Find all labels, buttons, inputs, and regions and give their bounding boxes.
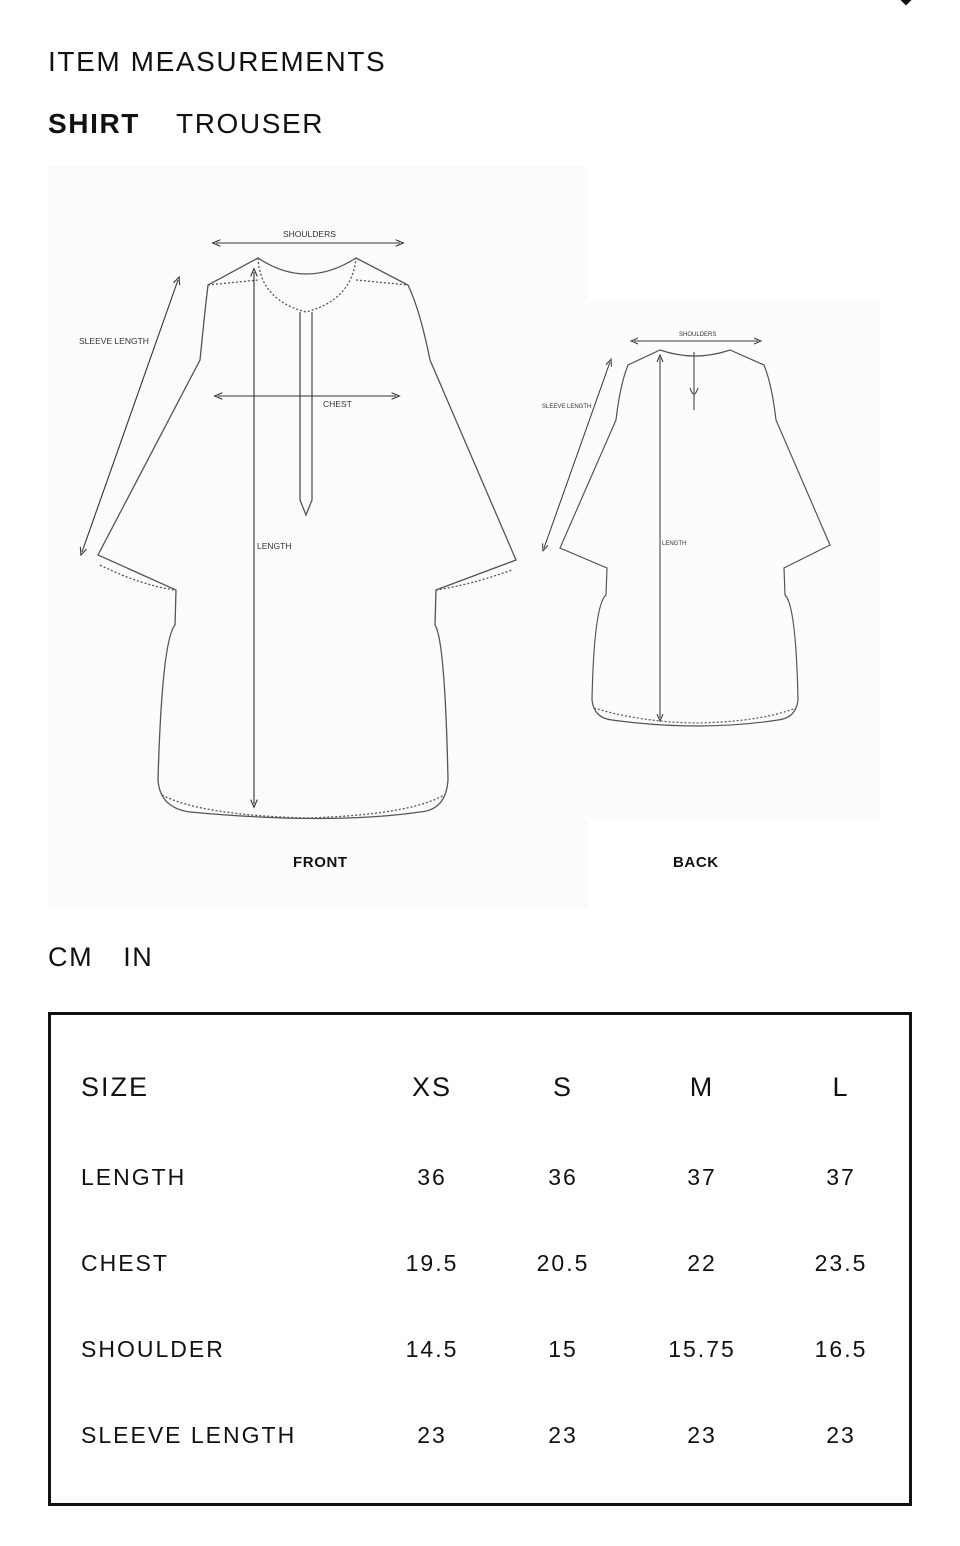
size-l: L	[832, 1072, 850, 1102]
table-cell: 23	[826, 1422, 856, 1448]
table-cell: 23	[687, 1422, 717, 1448]
front-measure-lines	[82, 243, 400, 804]
back-length-label: LENGTH	[662, 541, 687, 547]
front-length-label: LENGTH	[257, 541, 292, 551]
table-cell: 15	[548, 1336, 578, 1362]
size-xs: XS	[411, 1072, 453, 1102]
front-chest-label: CHEST	[323, 399, 352, 409]
front-garment-drawing	[98, 258, 516, 819]
back-garment-drawing	[560, 350, 830, 726]
table-cell: 23	[548, 1422, 578, 1448]
tab-trouser[interactable]: TROUSER	[176, 108, 325, 139]
back-shoulders-label: SHOULDERS	[679, 332, 717, 338]
table-row	[51, 1243, 909, 1283]
back-measure-lines	[544, 341, 758, 718]
table-row	[51, 1329, 909, 1369]
size-table	[48, 1012, 912, 1506]
tab-shirt[interactable]: SHIRT	[48, 108, 140, 139]
row-label: SHOULDER	[81, 1336, 225, 1362]
unit-cm[interactable]: CM	[48, 942, 94, 972]
table-cell: 37	[687, 1164, 717, 1190]
row-label: LENGTH	[81, 1164, 187, 1190]
page-title: ITEM MEASUREMENTS	[48, 46, 387, 77]
size-m: M	[689, 1072, 715, 1102]
table-cell: 23	[417, 1422, 447, 1448]
front-view-label: FRONT	[293, 854, 348, 871]
table-row	[51, 1415, 909, 1455]
row-label: SLEEVE LENGTH	[81, 1422, 297, 1448]
table-cell: 37	[826, 1164, 856, 1190]
table-cell: 14.5	[405, 1336, 459, 1362]
front-sleeve-length-label: SLEEVE LENGTH	[79, 336, 149, 346]
table-cell: 20.5	[536, 1250, 590, 1276]
table-cell: 19.5	[405, 1250, 459, 1276]
front-shoulders-label: SHOULDERS	[283, 229, 336, 239]
size-s: S	[552, 1072, 573, 1102]
table-cell: 22	[687, 1250, 717, 1276]
table-cell: 23.5	[814, 1250, 868, 1276]
table-cell: 36	[417, 1164, 447, 1190]
unit-toggle	[48, 942, 153, 973]
table-row	[51, 1157, 909, 1197]
back-sleeve-length-label: SLEEVE LENGTH	[542, 404, 592, 410]
table-cell: 36	[548, 1164, 578, 1190]
size-header: SIZE	[81, 1072, 150, 1102]
back-view-label: BACK	[673, 854, 719, 871]
row-label: CHEST	[81, 1250, 169, 1276]
unit-in[interactable]: IN	[123, 942, 154, 972]
table-header-row	[51, 1067, 909, 1107]
table-cell: 15.75	[668, 1336, 736, 1362]
table-cell: 16.5	[814, 1336, 868, 1362]
